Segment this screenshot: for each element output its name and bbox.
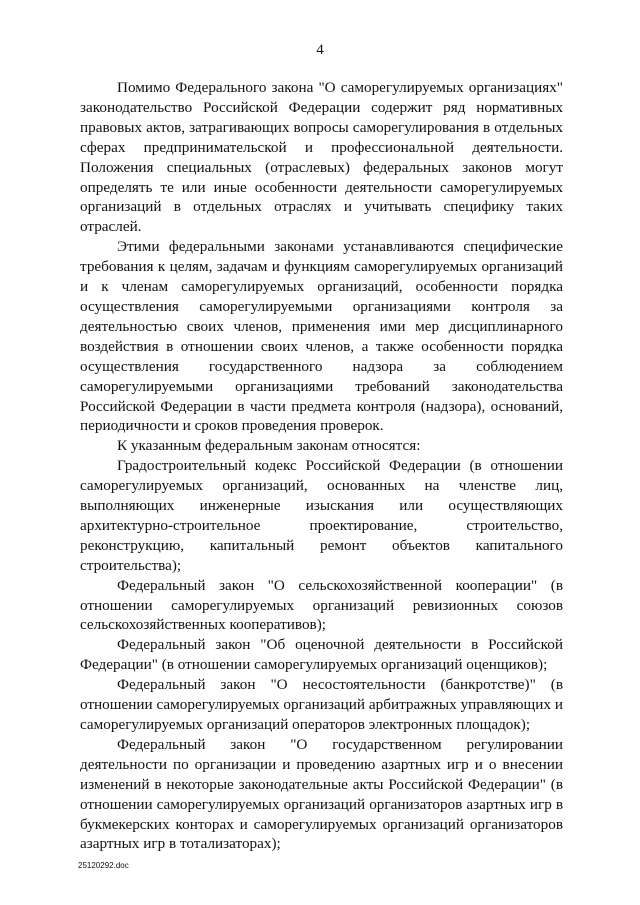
list-item-agricultural-cooperation-law: Федеральный закон "О сельскохозяйственной кооперации" (в отношении саморегулируемых организаций ревизионных союзов сельскохозяйственных кооперативов);	[80, 576, 563, 634]
paragraph-requirements: Этими федеральными законами устанавливаются специфические требования к целям, задачам и функциям саморегулируемых организаций и к членам саморегулируемых организаций, особенности порядка осуществления саморегулируемыми организациями контроля за деятельностью своих членов, применения ими мер дисциплинарного воздействия в отношении своих членов, а также особенности порядка осуществления государственного надзора за соблюдением саморегулируемыми организациями требований законодательства Российской Федерации в части предмета контроля (надзора), оснований, периодичности и сроков проведения проверок.	[80, 238, 563, 435]
list-item-gambling-law: Федеральный закон "О государственном регулировании деятельности по организации и проведению азартных игр и о внесении изменений в некоторые законодательные акты Российской Федерации" (в отношении саморегулируемых организаций организаторов азартных игр в букмекерских конторах и саморегулируемых организаций организаторов азартных игр в тотализаторах);	[80, 735, 563, 853]
list-item-insolvency-law: Федеральный закон "О несостоятельности (банкротстве)" (в отношении саморегулируемых организаций арбитражных управляющих и саморегулируемых организаций операторов электронных площадок);	[80, 676, 563, 733]
file-name-footer: 25120292.doc	[78, 861, 129, 870]
paragraph-intro: Помимо Федерального закона "О саморегулируемых организациях" законодательство Российской Федерации содержит ряд нормативных правовых актов, затрагивающих вопросы саморегулирования в отдельных сферах предпринимательской и профессиональной деятельности. Положения специальных (отраслевых) федеральных законов могут определять те или иные особенности деятельности саморегулируемых организаций в отдельных отраслях и учитывать специфику таких отраслей.	[80, 79, 563, 236]
list-item-urban-planning-code: Градостроительный кодекс Российской Федерации (в отношении саморегулируемых организаций, основанных на членстве лиц, выполняющих инженерные изыскания или осуществляющих архитектурно-строительное проектирование, строительство, реконструкцию, капитальный ремонт объектов капитального строительства);	[80, 457, 563, 574]
paragraph-list-intro: К указанным федеральным законам относятся:	[117, 437, 421, 455]
list-item-valuation-law: Федеральный закон "Об оценочной деятельности в Российской Федерации" (в отношении саморегулируемых организаций оценщиков);	[80, 636, 563, 674]
document-body	[80, 78, 563, 854]
page-number: 4	[316, 42, 324, 58]
